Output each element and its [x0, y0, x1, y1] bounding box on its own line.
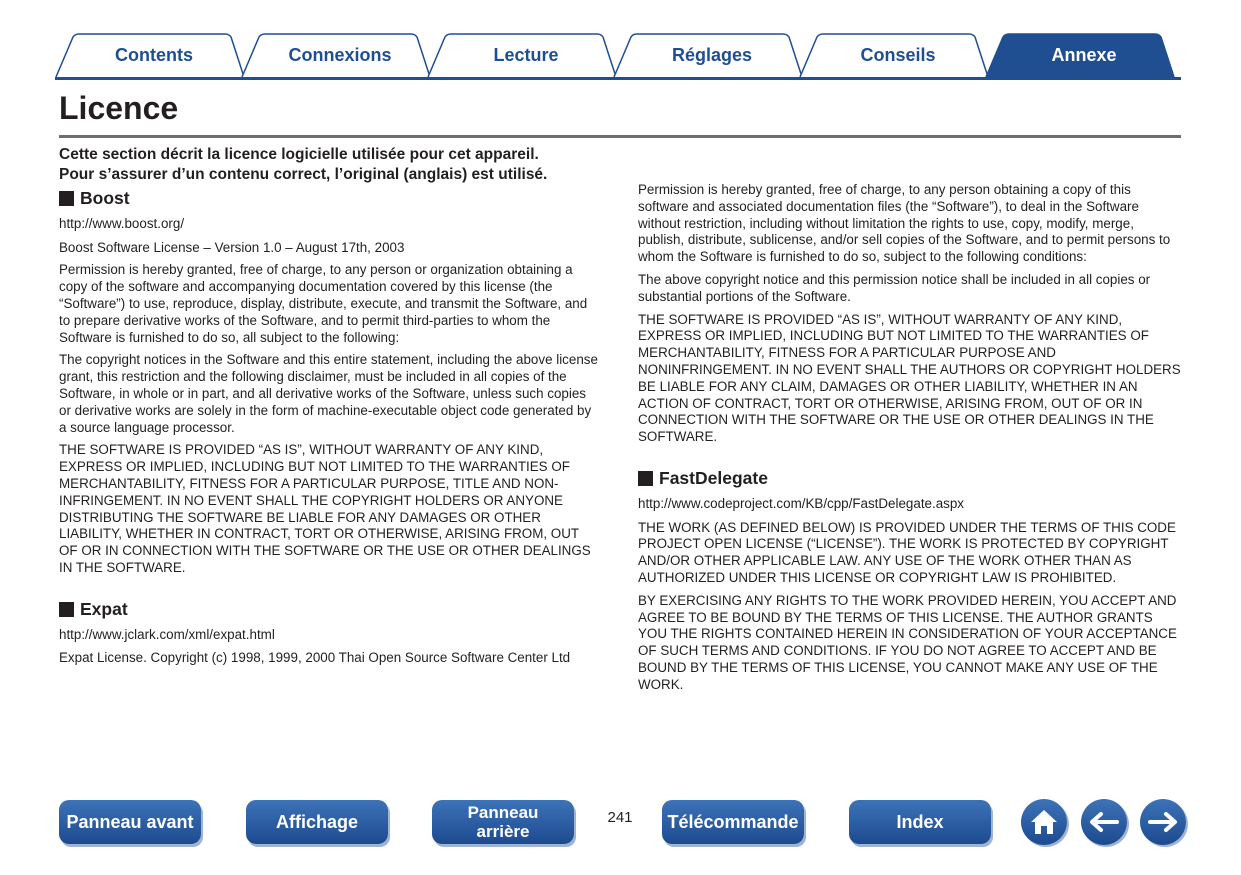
fastdelegate-paragraph: THE WORK (AS DEFINED BELOW) IS PROVIDED UNDER THE TERMS OF THIS CODE PROJECT OPEN LICENSE (“LICENSE”). THE WORK IS PROTECTED BY COPYRIGHT AND/OR OTHER APPLICABLE LAW. ANY USE OF THE WORK OTHER THAN AS AUTHORIZED UNDER THIS LICENSE OR COPYRIGHT LAW IS PROHIBITED.	[638, 519, 1176, 585]
display-label: Affichage	[275, 811, 358, 832]
tab-lecture[interactable]	[427, 33, 617, 77]
tab-label: Réglages	[671, 44, 753, 65]
back-button[interactable]	[1081, 799, 1127, 845]
arrow-right-icon	[1147, 811, 1179, 833]
fastdelegate-heading-label: FastDelegate	[659, 467, 768, 488]
title-divider	[59, 135, 1181, 138]
expat-paragraph: THE SOFTWARE IS PROVIDED “AS IS”, WITHOUT WARRANTY OF ANY KIND, EXPRESS OR IMPLIED, INCLUDING BUT NOT LIMITED TO THE WARRANTIES OF MERCHANTABILITY, FITNESS FOR A PARTICULAR PURPOSE AND NONINFRINGEMENT. IN NO EVENT SHALL THE AUTHORS OR COPYRIGHT HOLDERS BE LIABLE FOR ANY CLAIM, DAMAGES OR OTHER LIABILITY, WHETHER IN AN ACTION OF CONTRACT, TORT OR OTHERWISE, ARISING FROM, OUT OF OR IN CONNECTION WITH THE SOFTWARE OR THE USE OR OTHER DEALINGS IN THE SOFTWARE.	[638, 311, 1181, 445]
intro-text	[59, 145, 601, 184]
expat-paragraph: The above copyright notice and this permission notice shall be included in all copies or substantial portions of the Software.	[638, 271, 1151, 304]
tab-label: Connexions	[288, 44, 392, 65]
boost-paragraph: The copyright notices in the Software and this entire statement, including the above license grant, this restriction and the following disclaimer, must be included in all copies of the Software, in whole or in part, and all derivative works of the Software, unless such copies or derivative works are solely in the form of machine-executable object code generated by a source language processor.	[59, 352, 598, 435]
boost-heading	[59, 190, 601, 207]
rear-panel-button[interactable]	[432, 800, 574, 844]
expat-heading-label: Expat	[80, 598, 128, 619]
tab-bar	[55, 33, 1181, 80]
forward-button[interactable]	[1140, 799, 1186, 845]
tab-conseils[interactable]	[799, 33, 989, 77]
intro-line-1: Cette section décrit la licence logicielle utilisée pour cet appareil.	[59, 146, 539, 163]
tab-connexions[interactable]	[241, 33, 431, 77]
home-icon	[1029, 808, 1059, 836]
expat-license-title: Expat License. Copyright (c) 1998, 1999, 2000 Thai Open Source Software Center Ltd	[59, 650, 571, 666]
boost-license-title: Boost Software License – Version 1.0 – August 17th, 2003	[59, 239, 405, 255]
boost-url[interactable]: http://www.boost.org/	[59, 215, 185, 231]
remote-control-button[interactable]	[662, 800, 804, 844]
tab-label: Contents	[115, 44, 193, 65]
boost-paragraph: Permission is hereby granted, free of charge, to any person or organization obtaining a copy of the software and accompanying documentation covered by this license (the “Software”) to use, reproduce, display, distribute, execute, and transmit the Software, and to prepare derivative works of the Software, and to permit third-parties to whom the Software is furnished to do so, all subject to the following:	[59, 262, 588, 345]
square-bullet-icon	[59, 191, 74, 206]
arrow-left-icon	[1088, 811, 1120, 833]
square-bullet-icon	[59, 602, 74, 617]
rear-panel-label-line-1: Panneau	[467, 803, 539, 822]
page-number: 241	[607, 809, 633, 826]
boost-paragraph: THE SOFTWARE IS PROVIDED “AS IS”, WITHOUT WARRANTY OF ANY KIND, EXPRESS OR IMPLIED, INCLUDING BUT NOT LIMITED TO THE WARRANTIES OF MERCHANTABILITY, FITNESS FOR A PARTICULAR PURPOSE, TITLE AND NON-INFRINGEMENT. IN NO EVENT SHALL THE COPYRIGHT HOLDERS OR ANYONE DISTRIBUTING THE SOFTWARE BE LIABLE FOR ANY DAMAGES OR OTHER LIABILITY, WHETHER IN CONTRACT, TORT OR OTHERWISE, ARISING FROM, OUT OF OR IN CONNECTION WITH THE SOFTWARE OR THE USE OR OTHER DEALINGS IN THE SOFTWARE.	[59, 442, 591, 575]
page-title: Licence	[59, 90, 179, 126]
intro-line-2: Pour s’assurer d’un contenu correct, l’original (anglais) est utilisé.	[59, 165, 548, 183]
front-panel-button[interactable]	[59, 800, 201, 844]
tab-label: Lecture	[493, 44, 559, 65]
expat-paragraph: Permission is hereby granted, free of charge, to any person obtaining a copy of this software and associated documentation files (the “Software”), to deal in the Software without restriction, including without limitation the rights to use, copy, modify, merge, publish, distribute, sublicense, and/or sell copies of the Software, and to permit persons to whom the Software is furnished to do so, subject to the following conditions:	[638, 182, 1171, 265]
left-column	[59, 145, 601, 673]
right-column	[638, 182, 1183, 700]
tab-underline	[55, 77, 1181, 80]
square-bullet-icon	[638, 471, 653, 486]
tab-label: Annexe	[1051, 44, 1117, 65]
display-button[interactable]	[246, 800, 388, 844]
index-label: Index	[896, 811, 944, 832]
rear-panel-label-line-2: arrière	[476, 822, 530, 841]
tab-label: Conseils	[860, 44, 936, 65]
tab-contents[interactable]	[55, 33, 245, 77]
index-button[interactable]	[849, 800, 991, 844]
boost-heading-label: Boost	[80, 188, 130, 208]
tab-reglages[interactable]	[613, 33, 803, 77]
expat-url[interactable]: http://www.jclark.com/xml/expat.html	[59, 626, 275, 642]
expat-heading	[59, 598, 601, 619]
home-button[interactable]	[1021, 799, 1067, 845]
tab-annexe[interactable]	[985, 33, 1175, 77]
front-panel-label: Panneau avant	[66, 811, 194, 832]
remote-control-label: Télécommande	[667, 811, 799, 832]
fastdelegate-paragraph: BY EXERCISING ANY RIGHTS TO THE WORK PROVIDED HEREIN, YOU ACCEPT AND AGREE TO BE BOUND BY THE TERMS OF THIS LICENSE. THE AUTHOR GRANTS YOU THE RIGHTS CONTAINED HEREIN IN CONSIDERATION OF YOUR ACCEPTANCE OF SUCH TERMS AND CONDITIONS. IF YOU DO NOT AGREE TO ACCEPT AND BE BOUND BY THE TERMS OF THIS LICENSE, YOU CANNOT MAKE ANY USE OF THE WORK.	[638, 592, 1177, 692]
fastdelegate-heading	[638, 467, 1183, 488]
fastdelegate-url[interactable]: http://www.codeproject.com/KB/cpp/FastDelegate.aspx	[638, 495, 964, 511]
